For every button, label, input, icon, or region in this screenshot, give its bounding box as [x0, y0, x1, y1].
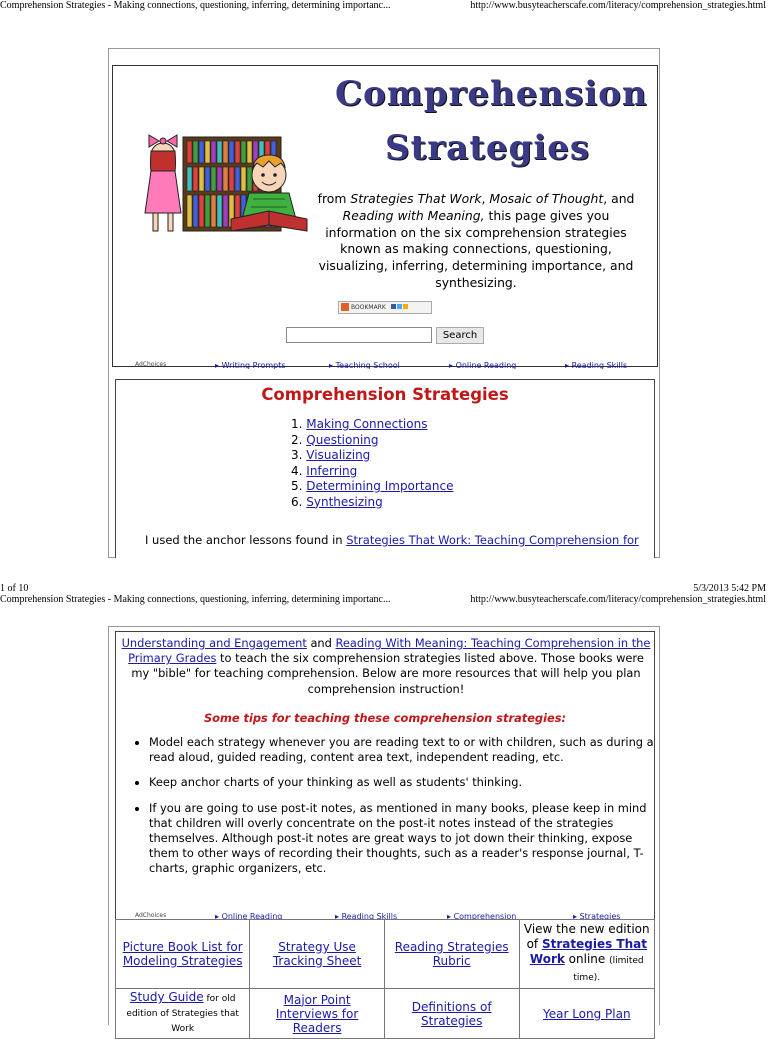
- resource-cell: [384, 989, 519, 1039]
- ad-link-2-2[interactable]: ▸ Reading Skills: [335, 912, 398, 920]
- ad-link-2-1[interactable]: ▸ Online Reading: [215, 912, 283, 920]
- resource-cell: [250, 989, 384, 1039]
- strategy-item: [291, 417, 531, 433]
- share-icon: [403, 304, 408, 309]
- strategies-list: [291, 417, 531, 510]
- facebook-icon: [391, 304, 396, 309]
- search-button[interactable]: Search: [436, 327, 484, 344]
- intro-text-4: this page gives you information on the six comprehension strategies known as making connections, questioning, visualizing, inferring, determining importance, and synthesizing.: [318, 207, 634, 290]
- tips-heading: Some tips for teaching these comprehension strategies:: [203, 711, 567, 725]
- bookmark-button[interactable]: [338, 301, 432, 314]
- adchoices-label[interactable]: AdChoices: [135, 361, 167, 368]
- ad-link-2[interactable]: ▸ Teaching School: [329, 361, 400, 369]
- page-header-url: http://www.busyteacherscafe.com/literacy/comprehension_strategies.html: [470, 0, 766, 11]
- study-guide-link[interactable]: Study Guide: [129, 990, 204, 1004]
- strategy-item: [291, 464, 531, 480]
- ad-link-2-4[interactable]: ▸ Strategies: [573, 912, 621, 920]
- strategy-link-making-connections[interactable]: Making Connections: [306, 417, 428, 431]
- resources-row: [116, 920, 655, 989]
- picture-book-list-link[interactable]: Picture Book List for Modeling Strategies: [122, 940, 243, 968]
- strategy-tracking-sheet-link[interactable]: Strategy Use Tracking Sheet: [272, 940, 362, 968]
- intro-text-2: ,: [481, 191, 490, 206]
- strategy-link-questioning[interactable]: Questioning: [306, 432, 379, 447]
- strategy-number: 3.: [291, 448, 303, 462]
- page-header-title: Comprehension Strategies - Making connections, questioning, inferring, determining importanc...: [0, 0, 391, 11]
- strategy-link-visualizing[interactable]: Visualizing: [306, 448, 371, 462]
- anchor-book-link[interactable]: Strategies That Work: Teaching Comprehension for: [346, 533, 639, 547]
- strategy-number: 5.: [291, 479, 303, 493]
- reading-strategies-rubric-link[interactable]: Reading Strategies Rubric: [394, 940, 509, 968]
- strategy-number: 1.: [291, 417, 303, 431]
- intro-text-1: from: [317, 191, 351, 206]
- adchoices-label-2[interactable]: AdChoices: [135, 912, 167, 919]
- strategy-number: 4.: [291, 463, 303, 478]
- resource-cell: [519, 920, 654, 989]
- tips-list: [129, 735, 657, 887]
- strategies-that-work-link[interactable]: Strategies That Work: [529, 937, 647, 966]
- study-guide-note: for old edition of Strategies that Work: [126, 994, 239, 1034]
- resource-cell: [519, 989, 654, 1039]
- new-edition-text: View the new edition of: [523, 922, 650, 951]
- page2-header-title: Comprehension Strategies - Making connections, questioning, inferring, determining importanc...: [0, 594, 391, 605]
- anchor-text: I used the anchor lessons found in: [145, 533, 347, 547]
- resource-cell: [116, 989, 250, 1039]
- bookmark-icon: [341, 303, 349, 311]
- continued-text-1: and: [306, 636, 336, 650]
- strategy-number: 6.: [291, 494, 303, 509]
- intro-book-3: Reading with Meaning,: [342, 207, 485, 223]
- page1-frame: [108, 48, 660, 558]
- page-footer-date: 5/3/2013 5:42 PM: [693, 583, 766, 594]
- reading-with-meaning-link[interactable]: Reading With Meaning: Teaching Comprehension in the Primary Grades: [128, 636, 651, 666]
- limited-time-text: (limited time).: [573, 956, 644, 983]
- anchor-lessons-text: [145, 533, 639, 547]
- section-heading: Comprehension Strategies: [261, 385, 509, 404]
- year-long-plan-link[interactable]: Year Long Plan: [542, 1006, 631, 1021]
- intro-book-1: Strategies That Work: [350, 191, 482, 206]
- definitions-of-strategies-link[interactable]: Definitions of Strategies: [411, 999, 492, 1028]
- resources-table: [115, 919, 655, 1039]
- intro-paragraph: [315, 191, 637, 292]
- continued-paragraph: [121, 636, 651, 697]
- continued-text-2: to teach the six comprehension strategies listed above. Those books were my "bible" for teaching comprehension. Below are more resources that will help you plan comprehension instruction!: [131, 651, 644, 696]
- strategy-link-synthesizing[interactable]: Synthesizing: [306, 494, 383, 509]
- strategy-item: [291, 448, 531, 464]
- page2-frame: [108, 626, 660, 1035]
- ad-link-1[interactable]: ▸ Writing Prompts: [215, 361, 286, 369]
- intro-text-3: , and: [603, 191, 635, 206]
- resource-cell: [116, 920, 250, 989]
- bookmark-label: BOOKMARK: [351, 304, 386, 311]
- intro-book-2: Mosaic of Thought: [489, 191, 604, 206]
- search-input[interactable]: [286, 327, 432, 343]
- page-logo-title-line2: Strategies: [385, 128, 591, 168]
- twitter-icon: [397, 304, 402, 309]
- strategy-number: 2.: [291, 432, 303, 447]
- kids-reading-illustration: [141, 127, 331, 239]
- page2-header-url: http://www.busyteacherscafe.com/literacy/comprehension_strategies.html: [470, 594, 766, 605]
- online-text: online: [564, 952, 610, 966]
- resource-cell: [384, 920, 519, 989]
- ad-links-bar: [135, 361, 645, 369]
- major-point-interviews-link[interactable]: Major Point Interviews for Readers: [275, 992, 359, 1035]
- ad-link-4[interactable]: ▸ Reading Skills: [565, 361, 628, 369]
- page-footer-number: 1 of 10: [0, 583, 29, 594]
- strategy-item: [291, 433, 531, 449]
- strategy-item: [291, 479, 531, 495]
- resource-cell: [250, 920, 384, 989]
- ad-link-2-3[interactable]: ▸ Comprehension: [447, 912, 517, 920]
- strategy-link-inferring[interactable]: Inferring: [306, 463, 358, 478]
- strategy-link-determining-importance[interactable]: Determining Importance: [306, 479, 454, 493]
- ad-link-3[interactable]: ▸ Online Reading: [449, 361, 517, 369]
- tip-item: • If you are going to use post-it notes, as mentioned in many books, please keep in mind that children will overly concentrate on the post-it notes instead of the strategies themselves. Although post-it notes are great ways to jot down their thinking, expose them to other ways of recording their thoughts, such as a reader's response journal, T-charts, graphic organizers, etc.: [149, 801, 657, 877]
- resources-row: [116, 989, 655, 1039]
- understanding-engagement-link[interactable]: Understanding and Engagement: [121, 636, 307, 650]
- page-logo-title-line1: Comprehension: [335, 74, 648, 114]
- tip-item: • Model each strategy whenever you are reading text to or with children, such as during a read aloud, guided reading, content area text, independent reading, etc.: [149, 735, 657, 765]
- tip-item: • Keep anchor charts of your thinking as well as students' thinking.: [149, 775, 657, 790]
- strategy-item: [291, 495, 531, 511]
